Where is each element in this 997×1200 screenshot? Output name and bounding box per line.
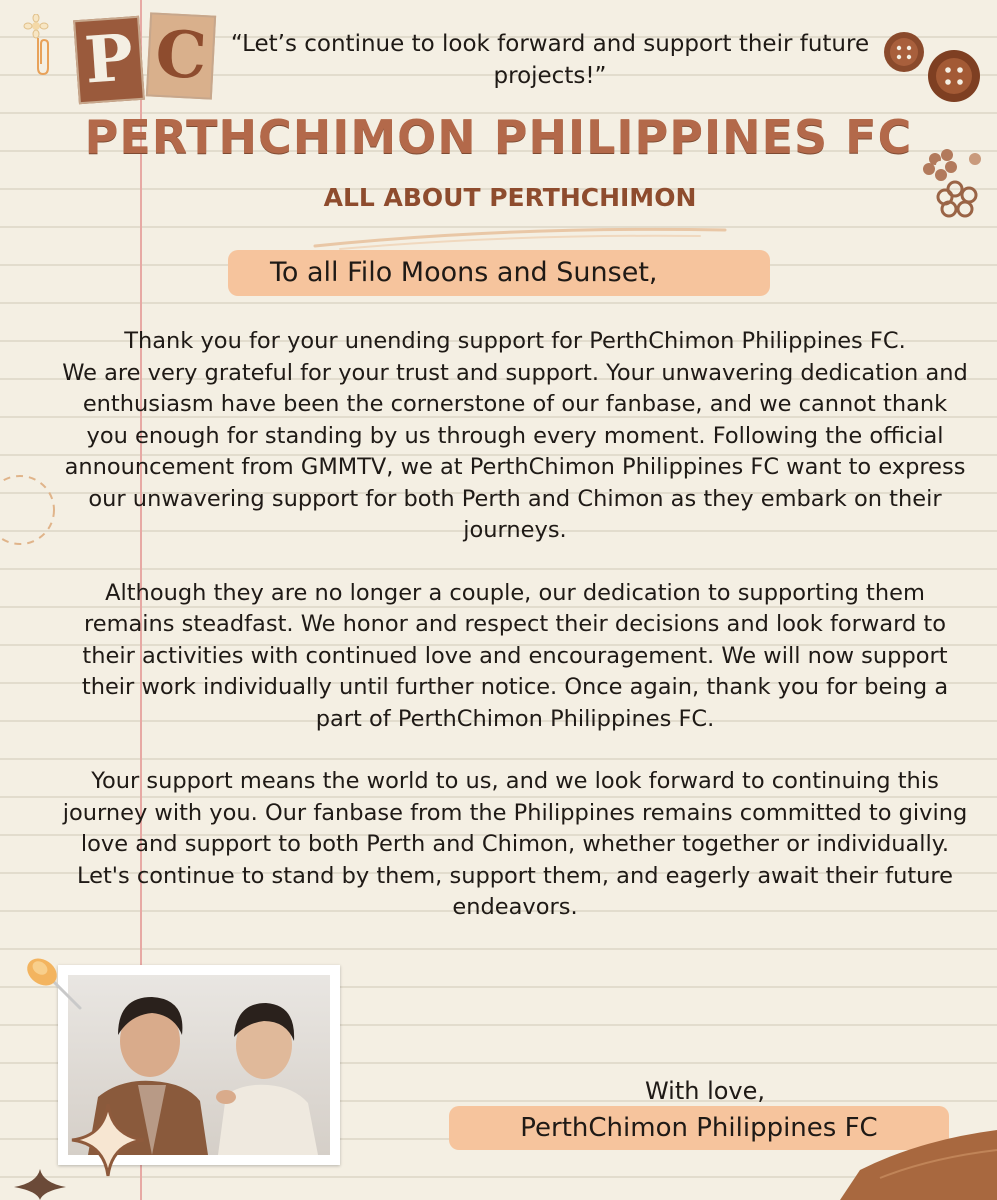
letter-body [60, 326, 970, 955]
logo-letter-p: P [73, 16, 145, 104]
greeting-label: To all Filo Moons and Sunset, [228, 250, 770, 296]
page-title: PERTHCHIMON PHILIPPINES FC [84, 110, 913, 164]
flowers-icon [915, 145, 990, 225]
sewing-buttons-icon [878, 28, 988, 108]
leather-corner-icon [820, 1120, 997, 1200]
letter-paragraph-2: We are very grateful for your trust and support. Your unwavering dedication and enthusiasm have been the cornerstone of our fanbase, and we cannot thank you enough for standing by us through every moment. Following the official announcement from GMMTV, we at PerthChimon Philippines FC want to express our unwavering support for both Perth and Chimon as they embark on their journeys. [62, 359, 968, 543]
dashed-circle-icon [0, 470, 90, 550]
letter-paragraph-3: Although they are no longer a couple, our dedication to supporting them remains steadfast. We honor and respect their decisions and look forward to their activities with continued love and encouragement. We will now support their work individually until further notice. Once again, thank you for being a part of PerthChimon Philippines FC. [81, 579, 949, 732]
signature-label: PerthChimon Philippines FC [449, 1106, 949, 1150]
letter-paragraph-1: Thank you for your unending support for PerthChimon Philippines FC. [124, 328, 906, 354]
paperclip-flower-icon [22, 14, 56, 76]
page-subtitle: ALL ABOUT PERTHCHIMON [323, 183, 697, 212]
letter-paragraph-4: Your support means the world to us, and we look forward to continuing this journey with you. Our fanbase from the Philippines remains committed to giving love and support to both Perth and Chimon, whether together or individually. Let's continue to stand by them, support them, and eagerly await their future endeavors. [62, 768, 968, 920]
star-icon [10, 1165, 70, 1200]
pc-logo [70, 10, 220, 110]
sparkle-star-icon [68, 1100, 148, 1180]
header-quote: “Let’s continue to look forward and support their future projects!” [230, 31, 870, 89]
underline-swoosh-icon [310, 222, 730, 252]
closing-text: With love, [644, 1077, 766, 1105]
logo-letter-c: C [146, 12, 216, 99]
pushpin-icon [20, 950, 90, 1020]
